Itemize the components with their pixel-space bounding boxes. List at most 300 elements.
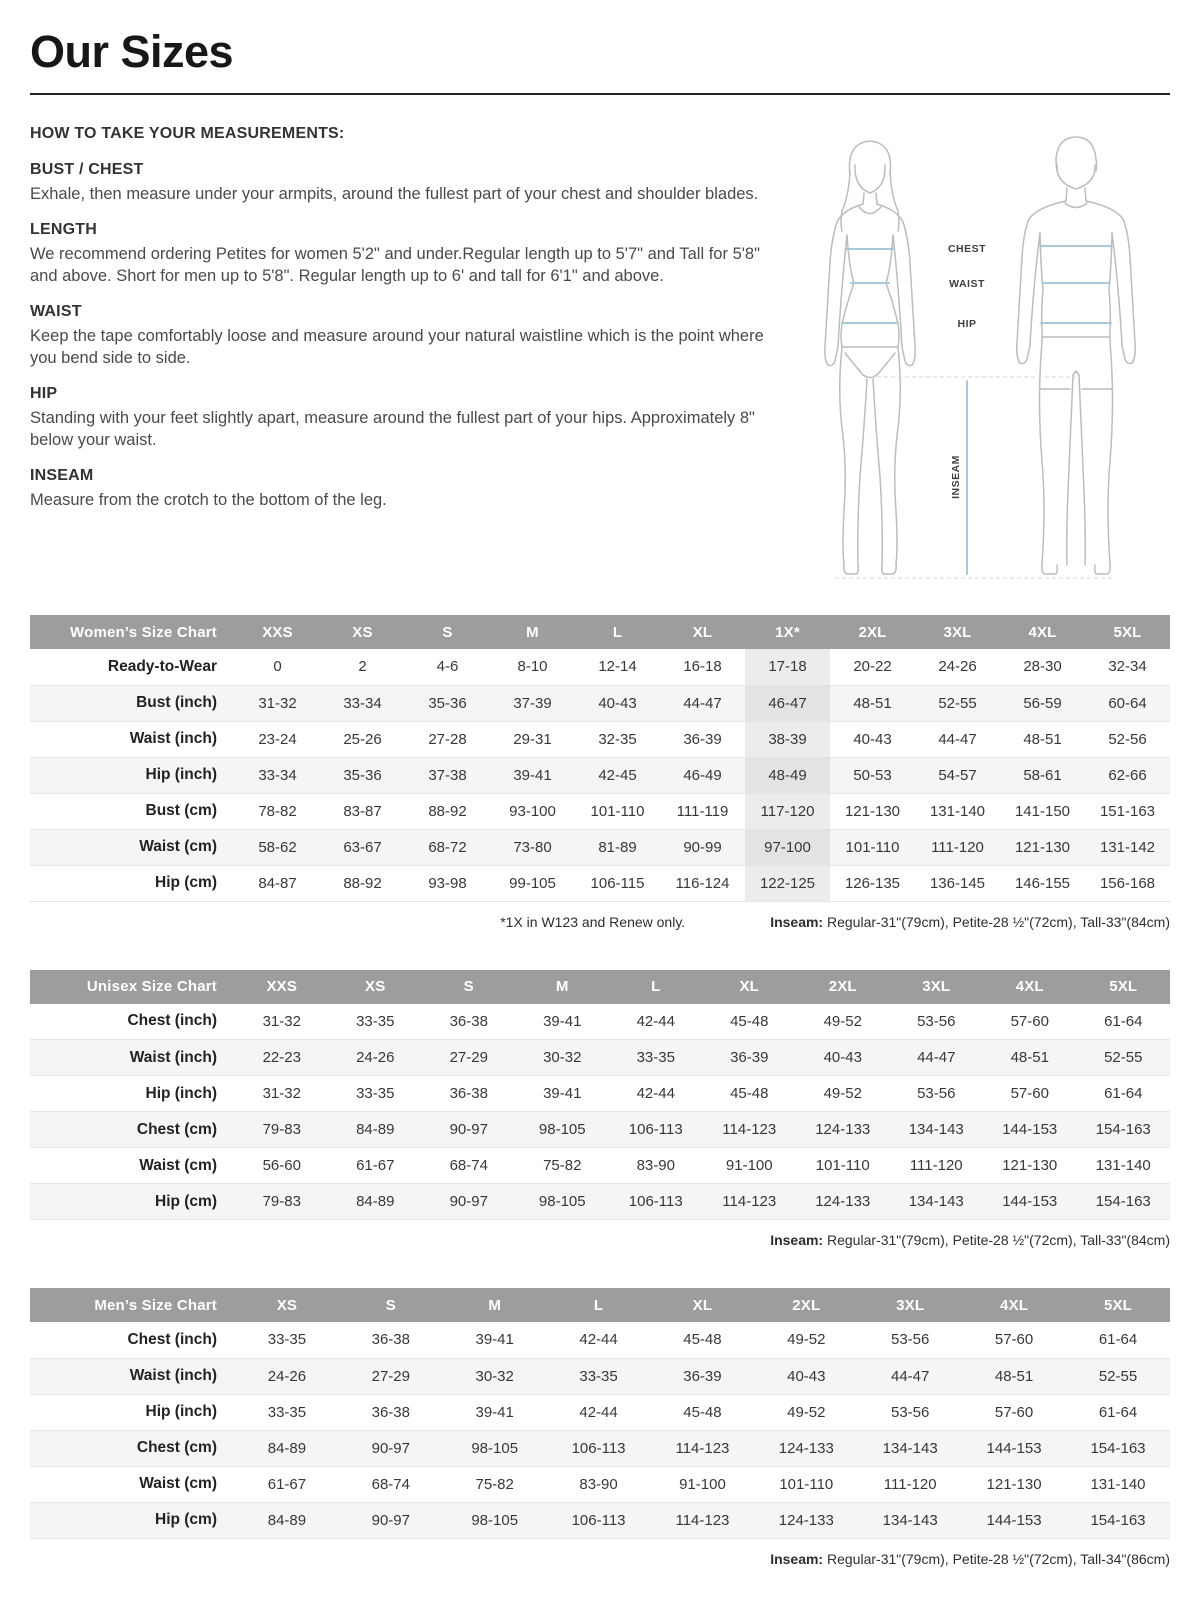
size-cell: 22-23 (262, 1049, 301, 1066)
size-cell: 93-100 (509, 802, 556, 820)
table-footnotes (30, 1232, 1170, 1248)
size-cell: 50-53 (853, 766, 892, 784)
table-row (30, 1148, 1170, 1184)
size-cell: 33-35 (267, 1403, 307, 1421)
size-cell: 111-120 (909, 1157, 963, 1174)
size-cell: 46-49 (683, 766, 722, 784)
size-cell: 57-60 (1010, 1012, 1049, 1030)
size-cell: 83-87 (343, 802, 382, 820)
size-cell: 58-62 (258, 838, 297, 856)
unisex-size-chart-table (30, 970, 1170, 1221)
asterisk-note: *1X in W123 and Renew only. (500, 913, 686, 930)
size-cell: 151-163 (1099, 802, 1156, 820)
size-cell: 4-6 (436, 658, 459, 676)
size-cell: 84-87 (258, 874, 297, 892)
size-cell: 42-44 (636, 1012, 675, 1030)
size-cell: 44-47 (891, 1367, 930, 1385)
size-cell: 121-130 (1014, 838, 1071, 856)
size-cell: 111-119 (676, 802, 729, 820)
measure-section-title: BUST / CHEST (30, 161, 144, 178)
measurement-extent-lines (835, 377, 1115, 578)
size-cell: 42-44 (579, 1403, 618, 1421)
inseam-note-text: Regular-31"(79cm), Petite-28 ½"(72cm), Tall-33"(84cm) (823, 913, 1170, 930)
size-cell: 144-153 (1002, 1193, 1058, 1210)
measure-section-title: WAIST (30, 303, 82, 321)
mens-size-chart-table (30, 1288, 1170, 1539)
size-cell: 45-48 (683, 1403, 722, 1421)
measure-section-title: INSEAM (30, 467, 94, 485)
inseam-note-label: Inseam: (770, 1232, 824, 1248)
size-cell: 61-64 (1104, 1085, 1143, 1102)
row-label: Waist (cm) (139, 1475, 217, 1492)
size-cell: 144-153 (1002, 1121, 1058, 1138)
size-cell: 8-10 (517, 658, 548, 676)
measure-section-body: Standing with your feet slightly apart, measure around the fullest part of your hips. Approximately 8" below your waist. (30, 409, 755, 449)
hip-label: HIP (957, 318, 977, 330)
size-cell: 36-39 (683, 730, 722, 748)
size-cell: 36-38 (449, 1012, 488, 1030)
size-cell: 79-83 (262, 1193, 301, 1210)
size-cell: 63-67 (343, 838, 382, 856)
row-label: Chest (cm) (136, 1439, 217, 1456)
row-label: Chest (inch) (127, 1012, 217, 1030)
table-title: Men’s Size Chart (30, 1288, 235, 1322)
size-cell: 84-89 (356, 1121, 395, 1138)
size-cell: 114-123 (722, 1121, 777, 1138)
man-figure (1017, 137, 1135, 574)
size-cell: 24-26 (356, 1049, 395, 1066)
size-cell: 121-130 (986, 1475, 1042, 1493)
size-cell: 31-32 (258, 694, 297, 712)
size-cell: 154-163 (1090, 1439, 1146, 1457)
column-header: 2XL (830, 615, 915, 649)
size-cell: 12-14 (598, 658, 637, 676)
size-cell: 83-90 (579, 1475, 618, 1493)
size-cell: 99-105 (509, 874, 556, 892)
table-title: Unisex Size Chart (30, 970, 235, 1004)
size-cell: 36-38 (371, 1331, 410, 1349)
column-header: XL (651, 1288, 755, 1322)
size-cell: 24-26 (938, 658, 977, 676)
table-row (30, 1004, 1170, 1040)
size-cell: 116-124 (675, 874, 730, 892)
size-cell: 39-41 (513, 766, 552, 784)
measure-section-body: Keep the tape comfortably loose and measure around your natural waistline which is the point where you bend side to side. (30, 327, 764, 367)
size-cell: 53-56 (917, 1085, 956, 1102)
size-cell: 30-32 (543, 1049, 582, 1066)
woman-figure (825, 141, 915, 574)
row-label: Hip (cm) (155, 1192, 217, 1210)
column-header: L (547, 1288, 651, 1322)
size-cell: 42-44 (636, 1085, 675, 1102)
size-cell: 54-57 (938, 766, 977, 784)
table-row (30, 865, 1170, 901)
size-cell: 111-120 (931, 838, 984, 856)
column-header: XXS (235, 615, 320, 649)
unisex-size-chart-section (30, 970, 1170, 1249)
table-row (30, 1322, 1170, 1358)
size-cell: 52-56 (1108, 730, 1147, 748)
size-cell: 124-133 (778, 1439, 834, 1457)
size-cell: 49-52 (787, 1331, 826, 1349)
measurement-diagram (768, 125, 1170, 589)
row-label: Hip (cm) (155, 1511, 217, 1528)
size-cell: 124-133 (815, 1193, 871, 1210)
table-row (30, 757, 1170, 793)
size-cell: 61-67 (267, 1475, 307, 1493)
row-label: Ready-to-Wear (107, 657, 217, 675)
column-header: 1X* (745, 615, 830, 649)
size-cell: 101-110 (815, 1157, 870, 1174)
column-header: 5XL (1066, 1288, 1170, 1322)
size-cell: 28-30 (1023, 658, 1062, 676)
row-label: Waist (cm) (139, 838, 217, 855)
chest-label: CHEST (947, 243, 987, 255)
womens-size-chart-table (30, 615, 1170, 902)
table-row (30, 793, 1170, 829)
table-row (30, 1358, 1170, 1394)
size-cell: 117-120 (745, 793, 830, 829)
size-cell: 52-55 (1098, 1367, 1138, 1385)
size-cell: 44-47 (683, 694, 722, 712)
size-cell: 42-45 (598, 766, 637, 784)
size-cell: 124-133 (815, 1121, 871, 1138)
size-cell: 0 (273, 658, 282, 676)
column-header: XS (320, 615, 405, 649)
table-row (30, 829, 1170, 865)
size-cell: 98-105 (471, 1511, 519, 1529)
size-cell: 141-150 (1014, 802, 1071, 820)
size-cell: 84-89 (267, 1511, 307, 1529)
column-header: 5XL (1085, 615, 1170, 649)
size-cell: 90-97 (371, 1439, 410, 1457)
size-cell: 38-39 (745, 721, 830, 757)
table-title: Women’s Size Chart (30, 615, 235, 649)
size-cell: 36-39 (683, 1367, 722, 1385)
size-tables (30, 615, 1170, 1567)
size-cell: 48-51 (853, 694, 892, 712)
size-cell: 58-61 (1023, 766, 1062, 784)
size-cell: 37-39 (513, 694, 552, 712)
size-cell: 35-36 (428, 694, 467, 712)
size-cell: 39-41 (475, 1403, 514, 1421)
column-header: 4XL (1000, 615, 1085, 649)
size-cell: 93-98 (428, 874, 467, 892)
table-row (30, 1076, 1170, 1112)
column-header: XL (660, 615, 745, 649)
size-cell: 33-34 (343, 694, 382, 712)
size-cell: 131-142 (1099, 838, 1156, 856)
size-cell: 114-123 (722, 1193, 777, 1210)
size-cell: 106-113 (571, 1439, 626, 1457)
size-cell: 56-60 (262, 1157, 301, 1174)
size-cell: 56-59 (1023, 694, 1062, 712)
size-cell: 45-48 (730, 1085, 769, 1102)
size-cell: 126-135 (844, 874, 901, 892)
size-cell: 36-39 (730, 1049, 769, 1066)
size-cell: 78-82 (258, 802, 297, 820)
size-cell: 114-123 (675, 1511, 730, 1529)
size-cell: 106-115 (590, 874, 645, 892)
size-cell: 79-83 (262, 1121, 301, 1138)
column-header: 4XL (962, 1288, 1066, 1322)
column-header: 2XL (796, 970, 890, 1004)
size-cell: 48-51 (1023, 730, 1062, 748)
measure-section-title: LENGTH (30, 221, 97, 239)
table-row (30, 685, 1170, 721)
column-header: S (405, 615, 490, 649)
inseam-note-text: Regular-31"(79cm), Petite-28 ½"(72cm), Tall-33"(84cm) (823, 1232, 1170, 1248)
size-cell: 33-35 (636, 1049, 675, 1066)
size-cell: 156-168 (1099, 874, 1156, 892)
size-cell: 121-130 (844, 802, 901, 820)
size-cell: 42-44 (579, 1331, 618, 1349)
size-cell: 57-60 (994, 1403, 1034, 1421)
size-cell: 90-97 (371, 1511, 410, 1529)
measure-section-body: We recommend ordering Petites for women 5'2" and under.Regular length up to 5'7" and Tall for 5'8" and above. Short for men up to 5'8". Regular length up to 6' and tall for 6'1" and above. (30, 245, 760, 285)
size-cell: 60-64 (1108, 694, 1147, 712)
size-cell: 114-123 (675, 1439, 730, 1457)
size-cell: 101-110 (845, 838, 900, 856)
column-header: XXS (235, 970, 329, 1004)
size-cell: 33-35 (267, 1331, 307, 1349)
size-cell: 84-89 (356, 1193, 395, 1210)
table-row (30, 649, 1170, 685)
size-cell: 40-43 (598, 694, 637, 712)
row-label: Bust (inch) (136, 694, 217, 711)
size-cell: 101-110 (779, 1475, 834, 1493)
size-cell: 131-140 (1095, 1157, 1151, 1174)
size-cell: 61-64 (1098, 1403, 1138, 1421)
size-cell: 45-48 (683, 1331, 722, 1349)
size-cell: 98-105 (538, 1121, 586, 1138)
column-header: S (339, 1288, 443, 1322)
size-cell: 36-38 (371, 1403, 410, 1421)
size-cell: 83-90 (636, 1157, 675, 1174)
size-cell: 53-56 (891, 1403, 930, 1421)
page-title: Our Sizes (30, 26, 234, 77)
size-cell: 32-34 (1108, 658, 1147, 676)
column-header: L (609, 970, 703, 1004)
size-cell: 40-43 (823, 1049, 862, 1066)
table-row (30, 1184, 1170, 1220)
size-cell: 131-140 (929, 802, 986, 820)
table-footnotes (30, 1551, 1170, 1567)
table-row (30, 1466, 1170, 1502)
row-label: Waist (inch) (129, 730, 217, 747)
measure-section-body: Measure from the crotch to the bottom of the leg. (30, 491, 387, 510)
inseam-note (770, 914, 1170, 930)
size-cell: 29-31 (513, 730, 552, 748)
size-cell: 88-92 (428, 802, 467, 820)
column-header: 5XL (1077, 970, 1171, 1004)
size-cell: 48-49 (745, 757, 830, 793)
row-label: Hip (inch) (145, 1084, 217, 1102)
size-cell: 32-35 (598, 730, 637, 748)
column-header: 3XL (890, 970, 984, 1004)
table-row (30, 1430, 1170, 1466)
size-cell: 61-64 (1098, 1331, 1138, 1349)
size-cell: 2 (358, 658, 367, 676)
size-cell: 91-100 (679, 1475, 726, 1493)
title-divider (30, 93, 1170, 95)
size-cell: 90-99 (683, 838, 722, 856)
size-cell: 20-22 (853, 658, 892, 676)
size-cell: 53-56 (891, 1331, 930, 1349)
row-label: Waist (cm) (139, 1156, 217, 1174)
size-cell: 81-89 (598, 838, 637, 856)
inseam-note-label: Inseam: (770, 1550, 824, 1567)
waist-label: WAIST (949, 278, 985, 290)
size-cell: 122-125 (745, 865, 830, 901)
size-cell: 90-97 (449, 1193, 488, 1210)
size-cell: 40-43 (853, 730, 892, 748)
size-cell: 61-64 (1104, 1012, 1143, 1030)
size-cell: 68-74 (371, 1475, 410, 1493)
size-cell: 44-47 (917, 1049, 956, 1066)
size-cell: 134-143 (908, 1193, 964, 1210)
size-cell: 27-29 (449, 1049, 488, 1066)
column-header: M (443, 1288, 547, 1322)
size-cell: 33-34 (258, 766, 297, 784)
size-cell: 98-105 (471, 1439, 519, 1457)
size-cell: 136-145 (929, 874, 986, 892)
size-cell: 30-32 (475, 1367, 514, 1385)
womens-size-chart-section (30, 615, 1170, 930)
size-cell: 144-153 (986, 1439, 1042, 1457)
table-row (30, 1040, 1170, 1076)
inseam-label: INSEAM (950, 455, 962, 499)
table-row (30, 1502, 1170, 1538)
column-header: 3XL (915, 615, 1000, 649)
size-cell: 31-32 (262, 1085, 301, 1102)
size-cell: 57-60 (994, 1331, 1034, 1349)
size-cell: 39-41 (475, 1331, 514, 1349)
size-cell: 73-80 (513, 838, 552, 856)
size-cell: 124-133 (778, 1511, 834, 1529)
column-header: M (516, 970, 610, 1004)
column-header: 2XL (754, 1288, 858, 1322)
column-header: XS (235, 1288, 339, 1322)
inseam-note (770, 1232, 1170, 1248)
size-cell: 40-43 (787, 1367, 826, 1385)
size-cell: 52-55 (938, 694, 977, 712)
size-cell: 75-82 (543, 1157, 582, 1174)
size-cell: 33-35 (356, 1012, 395, 1030)
row-label: Waist (inch) (129, 1367, 217, 1384)
row-label: Chest (cm) (136, 1120, 217, 1138)
table-row (30, 721, 1170, 757)
size-cell: 144-153 (986, 1511, 1042, 1529)
size-cell: 68-74 (449, 1157, 488, 1174)
size-cell: 134-143 (882, 1511, 938, 1529)
size-cell: 90-97 (449, 1121, 488, 1138)
size-cell: 46-47 (745, 685, 830, 721)
size-cell: 53-56 (917, 1012, 956, 1030)
size-cell: 84-89 (267, 1439, 307, 1457)
size-cell: 23-24 (258, 730, 297, 748)
size-cell: 39-41 (543, 1012, 582, 1030)
size-cell: 27-29 (371, 1367, 410, 1385)
size-cell: 88-92 (343, 874, 382, 892)
size-cell: 154-163 (1095, 1121, 1151, 1138)
size-cell: 49-52 (823, 1085, 862, 1102)
size-cell: 35-36 (343, 766, 382, 784)
mens-size-chart-section (30, 1288, 1170, 1567)
size-cell: 16-18 (683, 658, 722, 676)
size-cell: 17-18 (745, 649, 830, 685)
column-header: 4XL (983, 970, 1077, 1004)
size-cell: 49-52 (823, 1012, 862, 1030)
header-row (30, 615, 1170, 649)
size-cell: 154-163 (1095, 1193, 1151, 1210)
column-header: XS (329, 970, 423, 1004)
row-label: Hip (cm) (155, 874, 217, 891)
size-cell: 111-120 (883, 1475, 937, 1493)
measurement-instructions (30, 125, 768, 589)
row-label: Hip (inch) (145, 1403, 217, 1420)
size-cell: 75-82 (475, 1475, 514, 1493)
size-cell: 37-38 (428, 766, 467, 784)
size-cell: 106-113 (628, 1121, 683, 1138)
size-cell: 154-163 (1090, 1511, 1146, 1529)
row-label: Bust (cm) (145, 802, 217, 819)
size-cell: 97-100 (745, 829, 830, 865)
size-cell: 91-100 (725, 1157, 773, 1174)
size-cell: 33-35 (356, 1085, 395, 1102)
table-row (30, 1112, 1170, 1148)
size-cell: 45-48 (730, 1012, 769, 1030)
column-header: XL (703, 970, 797, 1004)
size-cell: 146-155 (1014, 874, 1071, 892)
size-cell: 134-143 (908, 1121, 964, 1138)
header-row (30, 1288, 1170, 1322)
row-label: Chest (inch) (127, 1330, 217, 1348)
size-cell: 101-110 (590, 802, 645, 820)
size-cell: 44-47 (938, 730, 977, 748)
inseam-note-label: Inseam: (770, 913, 824, 930)
column-header: S (422, 970, 516, 1004)
column-header: M (490, 615, 575, 649)
size-cell: 48-51 (1010, 1049, 1049, 1066)
inseam-note (770, 1551, 1170, 1567)
column-header: 3XL (858, 1288, 962, 1322)
size-cell: 62-66 (1108, 766, 1147, 784)
header-row (30, 970, 1170, 1004)
size-cell: 134-143 (882, 1439, 938, 1457)
size-cell: 121-130 (1002, 1157, 1058, 1174)
size-cell: 25-26 (343, 730, 382, 748)
size-cell: 68-72 (428, 838, 467, 856)
size-cell: 49-52 (787, 1403, 826, 1421)
size-cell: 27-28 (428, 730, 467, 748)
inseam-note-text: Regular-31"(79cm), Petite-28 ½"(72cm), Tall-34"(86cm) (823, 1550, 1170, 1567)
table-footnotes (30, 914, 1170, 930)
measure-section-body: Exhale, then measure under your armpits, around the fullest part of your chest and shoulder blades. (30, 185, 759, 203)
size-cell: 36-38 (449, 1085, 488, 1102)
measure-sections (30, 161, 768, 512)
size-cell: 131-140 (1090, 1475, 1146, 1493)
size-cell: 57-60 (1010, 1085, 1049, 1102)
body-measurement-illustration (780, 131, 1158, 589)
size-cell: 106-113 (571, 1511, 626, 1529)
row-label: Waist (inch) (129, 1048, 217, 1066)
table-row (30, 1394, 1170, 1430)
size-cell: 24-26 (267, 1367, 307, 1385)
size-cell: 48-51 (994, 1367, 1034, 1385)
size-cell: 98-105 (538, 1193, 586, 1210)
column-header: L (575, 615, 660, 649)
